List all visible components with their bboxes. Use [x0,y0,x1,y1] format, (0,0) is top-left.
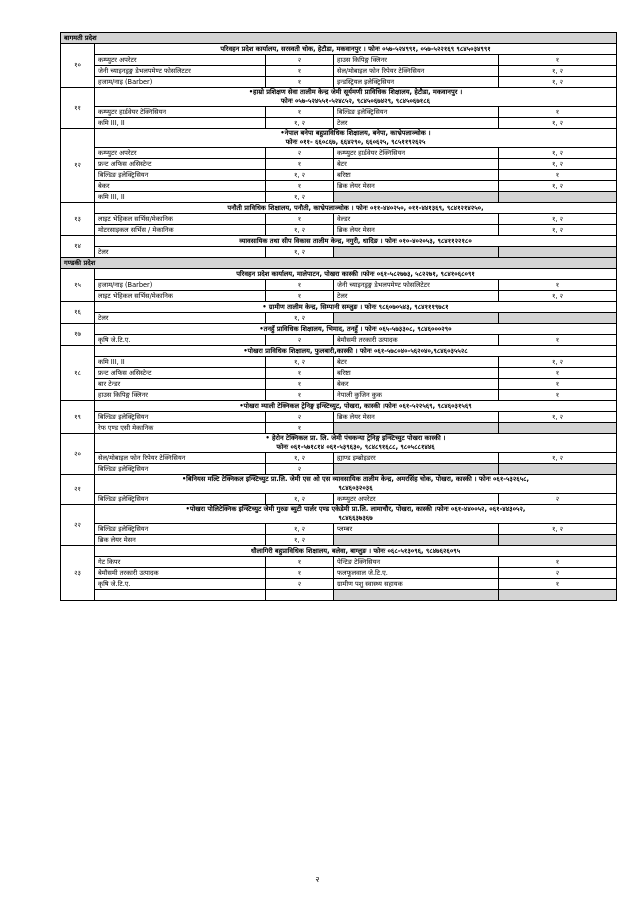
course-level [499,247,617,258]
institute-header-line: धौलागिरी बहुप्राविधिक शिक्षालय, बलेवा, बाग्लुङ । फोनः ०६८-५१३०९६, ९८४७६२६०९५ [250,546,461,555]
institute-header-row [61,129,617,148]
course-name: फलफूलवाल जे.टि.ए. [334,568,499,579]
course-name: टेलर [95,247,266,258]
course-level: २ [266,412,334,423]
course-row [61,291,617,302]
institute-header-row [61,505,617,524]
course-level: १, २ [499,214,617,225]
course-name: फ्रन्ट अफिस असिस्टेन्ट [95,368,266,379]
course-level: २ [266,148,334,159]
course-level: १ [266,181,334,192]
course-level: २ [266,579,334,590]
course-name: जेनी च्याइनड्रङ्ग डेभलपमेण्ट फोसलिटटर [95,66,266,77]
course-level: १, २ [499,118,617,129]
course-row [61,107,617,118]
course-level: १ [266,159,334,170]
course-level: १, २ [266,247,334,258]
course-level: १, २ [499,148,617,159]
course-name: रेफ एण्ड एसी मेकानिक [95,423,266,434]
course-row [61,379,617,390]
course-name: इन्डस्ट्रियल इलेक्ट्रिसियन [334,77,499,88]
course-name [95,590,266,601]
course-name: ह्याण्ड इम्ब्रोइडरर [334,453,499,464]
course-row [61,423,617,434]
course-name: नेपाली कुजिन कुक [334,390,499,401]
course-name: हाउस किपिङ्ग क्लिनर [334,55,499,66]
course-row [61,535,617,546]
course-row [61,55,617,66]
institute-header-line: पनौती प्राविधिक शिक्षालय, पनौती, काभ्रेपलाञ्चोक । फोनः ०११-४४०२५०, ०११-४४१३६९, ९८४१२१४२५०, [227,203,484,212]
course-level: १ [499,335,617,346]
course-level: १, २ [499,524,617,535]
course-name: मोटरसाइकल सर्भिस / मेकानिक [95,225,266,236]
institute-header-line: व्यावसायिक तथा सीप विकास तालीम केन्द्र, नगुरी, धादिङ । फोनः ०१०-४०२०५३, ९८४११२२१८० [239,236,472,245]
course-level: १ [266,107,334,118]
course-name: बेमौसमी तरकारी उत्पादक [334,335,499,346]
course-name: बिल्डिङ इलेक्ट्रिसियन [95,464,266,475]
course-name [334,423,499,434]
institute-header-line: •हाम्रो प्रशिक्षण सेवा तालीम केन्द्र जेमी सूर्यमणी प्राविधिक शिक्षालय, हेटौडा, मकवानपुर । [248,88,463,96]
serial-number: १८ [61,346,95,401]
course-row [61,412,617,423]
course-name: ब्रिक लेयर मेसन [334,225,499,236]
course-name: सेल/मोबाइल फोन रिपेयर टेक्निसियन [334,66,499,77]
training-centers-table [60,32,617,601]
course-row [61,214,617,225]
course-level [499,313,617,324]
institute-header-line: •तनहुँ प्राविधिक शिक्षालय, भिमाद, तनहुँ । फोनः ०६५-५७३३०८, ९८४६०००२९० [259,324,452,333]
serial-number: २२ [61,505,95,546]
course-row [61,192,617,203]
course-level: १, २ [266,192,334,203]
institute-header [95,505,617,524]
course-level [499,192,617,203]
serial-number: १३ [61,203,95,236]
course-row [61,579,617,590]
institute-header [95,475,617,494]
course-name: जेनी च्याइनड्रङ्ग डेभलपमेण्ट फोसलिटेटर [334,280,499,291]
course-row [61,390,617,401]
course-name: कम्प्युटर अपरेटर [95,148,266,159]
course-name: बेकर [95,181,266,192]
course-name: कम्प्युटर अपरेटर [95,55,266,66]
course-level: १, २ [266,494,334,505]
serial-number: २० [61,434,95,475]
course-row [61,557,617,568]
course-level: १, २ [266,357,334,368]
institute-header [95,44,617,55]
institute-header-line: परिवहन प्रदेश कार्यालय, मालेपाटन, पोखरा कास्की ।फोनः ०६१-५८२७७३, ५८२२७१, ९८४१०६८०९१ [236,269,475,278]
institute-header-line: ९८४६०३२०३६ [338,484,373,492]
course-name: बिल्डिङ इलेक्ट्रिसियन [95,170,266,181]
course-row [61,590,617,601]
serial-number: १२ [61,129,95,203]
institute-header-row [61,44,617,55]
course-level: २ [499,568,617,579]
course-name [334,192,499,203]
institute-header-line: फोनः ०११- ६६०८६७, ६६४२९०, ६६०६२५, ९८५११९२६२५ [285,138,426,146]
serial-number: ११ [61,88,95,129]
course-level: १, २ [266,118,334,129]
course-level: १ [266,568,334,579]
institute-header [95,434,617,453]
course-level: १ [499,170,617,181]
institute-header-line: •नेपाल बनेपा बहुप्राविधिक शिक्षालय, बनेपा, काभ्रेपलाञ्चोक । [280,129,431,137]
institute-header [95,269,617,280]
serial-number: १६ [61,302,95,324]
institute-header-line: • ग्रामीण तालीम केन्द्र, सिम्पानी सम्जुङ । फोनः ९८६०७०५४३, ९८४१११९७८१ [262,302,449,311]
course-name: बिल्डिङ इलेक्ट्रिसियन [334,107,499,118]
course-level: १ [266,379,334,390]
institute-header-line: परिवहन प्रदेश कार्यालय, सरस्वती चोक, हेटौडा, मकवानपुर । फोनः ०५७-५२४९९१, ०५७-५२२१६९ ९८४५०३४९९१ [220,44,491,53]
course-name: फ्रन्ट अफिस असिस्टेन्ट [95,159,266,170]
institute-header-row [61,346,617,357]
course-name: ब्रिक लेयर मेसन [334,181,499,192]
course-level: १, २ [499,159,617,170]
course-level: १, २ [266,535,334,546]
course-level [499,423,617,434]
institute-header-row [61,401,617,412]
course-name: बार टेन्डर [95,379,266,390]
course-name: बेकर [334,379,499,390]
course-name: हजाम/नाइ (Barber) [95,280,266,291]
course-level: १, २ [266,225,334,236]
course-row [61,494,617,505]
institute-header-row [61,88,617,107]
course-row [61,335,617,346]
course-level: १, २ [499,412,617,423]
institute-header-row [61,324,617,335]
institute-header-line: •पोखरा पोलिटेक्निक इन्स्टिच्युट जेमी गुरुङ ब्युटी पार्लर एण्ड एकेडेमी प्रा.लि. लामाचौर, पोखरा, कास्की ।फोनः ०६१-४४००५२, ०६१-४४३०५२, [185,505,526,513]
course-row [61,368,617,379]
course-level: १, २ [499,453,617,464]
institute-header-line: ९८४६६३७३६७ [338,514,373,522]
course-level: १, २ [266,453,334,464]
course-name [334,313,499,324]
course-name: बिल्डिङ इलेक्ट्रिसियन [95,412,266,423]
course-name: पेन्टिङ टेक्निसियन [334,557,499,568]
institute-header [95,324,617,335]
institute-header-line: •पोखरा म्याली टेक्निकल ट्रेनिङ्ग इन्स्टिच्युट, पोखरा, कास्की ।फोनः ०६१-५२२५६९, ९८४६०३१५६९ [239,401,472,410]
course-name: कमि III, II [95,357,266,368]
institute-header-line: फोनः ०६१-५७१८१४ ०६१-५३९६३०, ९८४८९१६८८, ९८०५८८१४४६ [276,443,435,451]
course-level: १ [266,291,334,302]
institute-header-row [61,546,617,557]
course-name: कृषि जे.टि.ए. [95,335,266,346]
course-level: १ [266,280,334,291]
course-name: बेटर [334,357,499,368]
course-level [499,535,617,546]
course-row [61,159,617,170]
course-row [61,357,617,368]
course-name: बरिष्टा [334,170,499,181]
course-level: १ [499,557,617,568]
course-level: २ [499,494,617,505]
institute-header-line: •बिनियस मल्टि टेक्निकल इन्स्टिच्युट प्रा.लि. जेमी एस ओ एस व्यावसायिक तालीम केन्द्र, अमरसिंह चोक, पोखरा, कास्की । फोनः ०६१-५३२६५८, [181,475,530,483]
section-title: गण्डकी प्रदेश [61,258,617,269]
course-level: १ [266,557,334,568]
institute-header-line: फोनः ०५७-५२४५५१-५२४८५२, ९८४५०६७४२९, ९८४५०६७१८६ [280,97,431,105]
institute-header-line: • हेरोन टेक्निकल प्रा. लि. जेमी पंचकन्या ट्रेनिङ्ग इन्स्टिच्युट पोखरा कास्की । [265,434,446,442]
course-name: बेमौसमी तरकारी उत्पादक [95,568,266,579]
course-level: १ [266,214,334,225]
course-name: कमि III, II [95,118,266,129]
serial-number: १४ [61,236,95,258]
course-name: बिल्डिङ इलेक्ट्रिसियन [95,494,266,505]
course-name: कृषि जे.टि.ए. [95,579,266,590]
institute-header-row [61,475,617,494]
course-row [61,524,617,535]
course-level: १ [499,107,617,118]
course-name: गेट किपर [95,557,266,568]
course-level: १, २ [499,291,617,302]
course-level: १ [499,379,617,390]
serial-number: २१ [61,475,95,505]
serial-number: १५ [61,269,95,302]
course-name: हजाम/नाइ (Barber) [95,77,266,88]
course-level: १, २ [499,181,617,192]
course-name: हाउस किपिङ्ग क्लिनर [95,390,266,401]
course-name [334,535,499,546]
institute-header-row [61,302,617,313]
course-name: बरिष्टा [334,368,499,379]
institute-header-row [61,203,617,214]
section-row [61,33,617,44]
institute-header [95,346,617,357]
course-name: कमि III, II [95,192,266,203]
institute-header-row [61,269,617,280]
institute-header [95,236,617,247]
course-name: लाइट भेहिकल सर्भिस/मेकानिक [95,291,266,302]
course-level: १, २ [266,313,334,324]
course-name: कम्प्युटर अपरेटर [334,494,499,505]
course-level: १ [266,368,334,379]
serial-number: १९ [61,401,95,434]
serial-number: २३ [61,546,95,601]
section-row [61,258,617,269]
course-row [61,148,617,159]
course-level: २ [266,335,334,346]
institute-header-row [61,236,617,247]
course-name: कम्प्युटर हार्डवेयर टेक्निसियन [334,148,499,159]
course-level: २ [266,464,334,475]
course-level: १ [499,280,617,291]
course-name: बिल्डिङ इलेक्ट्रिसियन [95,524,266,535]
course-name: वेल्डर [334,214,499,225]
institute-header [95,88,617,107]
course-level: २ [266,55,334,66]
course-row [61,568,617,579]
course-row [61,225,617,236]
course-row [61,280,617,291]
course-row [61,464,617,475]
institute-header [95,401,617,412]
course-level: १ [266,77,334,88]
course-level: १, २ [266,170,334,181]
institute-header [95,546,617,557]
course-level [499,464,617,475]
course-name: ब्रिक लेयर मेसन [334,412,499,423]
course-level: १, २ [499,225,617,236]
institute-header [95,129,617,148]
course-name: ब्रिक लेयर मेसन [95,535,266,546]
course-level: १, २ [499,77,617,88]
institute-header [95,203,617,214]
course-name: टेलर [95,313,266,324]
course-row [61,453,617,464]
course-name: सेल/मोबाइल फोन रिपेयर टेक्निसियन [95,453,266,464]
course-level: १ [499,368,617,379]
course-level: १ [266,390,334,401]
course-row [61,181,617,192]
course-row [61,313,617,324]
course-row [61,77,617,88]
course-row [61,247,617,258]
course-level: १, २ [499,357,617,368]
course-level: १ [499,579,617,590]
course-name: टेलर [334,291,499,302]
course-row [61,170,617,181]
course-name: प्लम्बर [334,524,499,535]
course-name: ग्रामीण पशु स्वास्थ्य सहायक [334,579,499,590]
course-level: १ [266,66,334,77]
course-row [61,118,617,129]
course-row [61,66,617,77]
course-name: लाइट भेहिकल सर्भिस/मेकानिक [95,214,266,225]
course-level: १, २ [266,524,334,535]
course-level [266,590,334,601]
course-level [499,590,617,601]
institute-header-line: •पोखरा प्राविधिक शिक्षालय, फुलबारी,कास्की । फोनः ०६१-५७८०४०-५६२०४०,९८४६०३५५२८ [243,346,468,355]
course-name: टेलर [334,118,499,129]
course-name: बेटर [334,159,499,170]
course-level: १ [499,390,617,401]
course-name [334,247,499,258]
institute-header [95,302,617,313]
course-name: कम्प्युटर हार्डवेयर टेक्निसियन [95,107,266,118]
course-name [334,464,499,475]
course-level: १ [499,55,617,66]
page-number: २ [315,875,320,884]
course-level: १, २ [499,66,617,77]
section-title: बागमती प्रदेश [61,33,617,44]
institute-header-row [61,434,617,453]
serial-number: १७ [61,324,95,346]
serial-number: १० [61,44,95,88]
course-name [334,590,499,601]
course-level: १ [266,423,334,434]
